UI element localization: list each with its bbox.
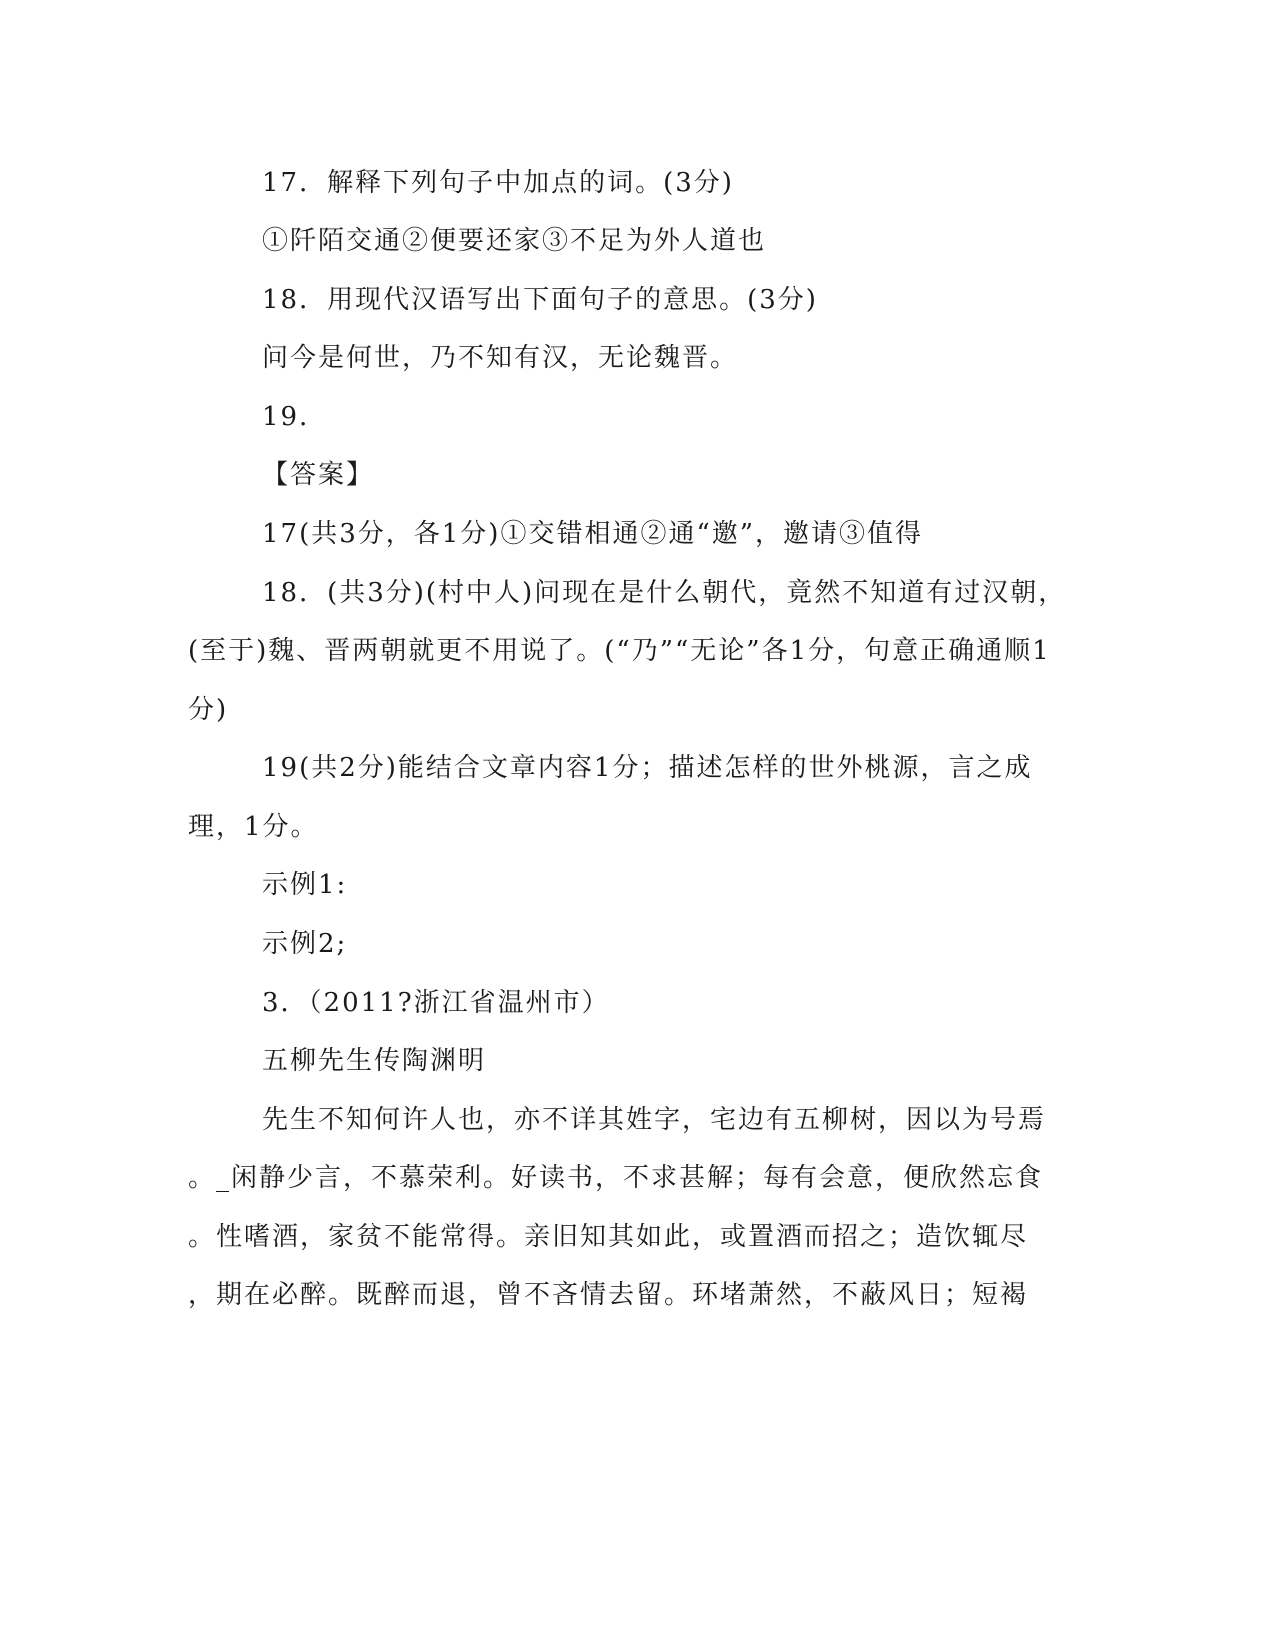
answer-18-line-3: 分)	[188, 695, 229, 725]
answer-19-line-2: 理，1分。	[188, 812, 319, 842]
answer-19-line-1: 19(共2分)能结合文章内容1分；描述怎样的世外桃源，言之成	[262, 753, 1033, 783]
question-18-sentence: 问今是何世，乃不知有汉，无论魏晋。	[262, 343, 739, 373]
question-18: 18．用现代汉语写出下面句子的意思。(3分)	[262, 285, 818, 315]
answer-18-line-1: 18．(共3分)(村中人)问现在是什么朝代，竟然不知道有过汉朝，	[262, 578, 1067, 608]
answer-17: 17(共3分，各1分)①交错相通②通“邀”，邀请③值得	[262, 519, 924, 549]
section-3-heading: 3．（2011?浙江省温州市）	[262, 988, 610, 1018]
question-17-phrases: ①阡陌交通②便要还家③不足为外人道也	[262, 226, 767, 256]
passage-line-3: 。性嗜酒，家贫不能常得。亲旧知其如此，或置酒而招之；造饮辄尽	[188, 1222, 1029, 1252]
passage-line-2: 。_闲静少言，不慕荣利。好读书，不求甚解；每有会意，便欣然忘食	[188, 1163, 1044, 1193]
question-19: 19．	[262, 402, 328, 432]
answer-18-line-2: (至于)魏、晋两朝就更不用说了。(“乃”“无论”各1分，句意正确通顺1	[188, 636, 1051, 666]
example-2: 示例2;	[262, 929, 348, 959]
passage-line-1: 先生不知何许人也，亦不详其姓字，宅边有五柳树，因以为号焉	[262, 1105, 1047, 1135]
question-17: 17．解释下列句子中加点的词。(3分)	[262, 168, 734, 198]
passage-line-4: ，期在必醉。既醉而退，曾不吝情去留。环堵萧然，不蔽风日；短褐	[188, 1280, 1029, 1310]
example-1: 示例1:	[262, 870, 348, 900]
passage-title: 五柳先生传陶渊明	[262, 1046, 487, 1076]
answer-heading: 【答案】	[262, 460, 375, 490]
